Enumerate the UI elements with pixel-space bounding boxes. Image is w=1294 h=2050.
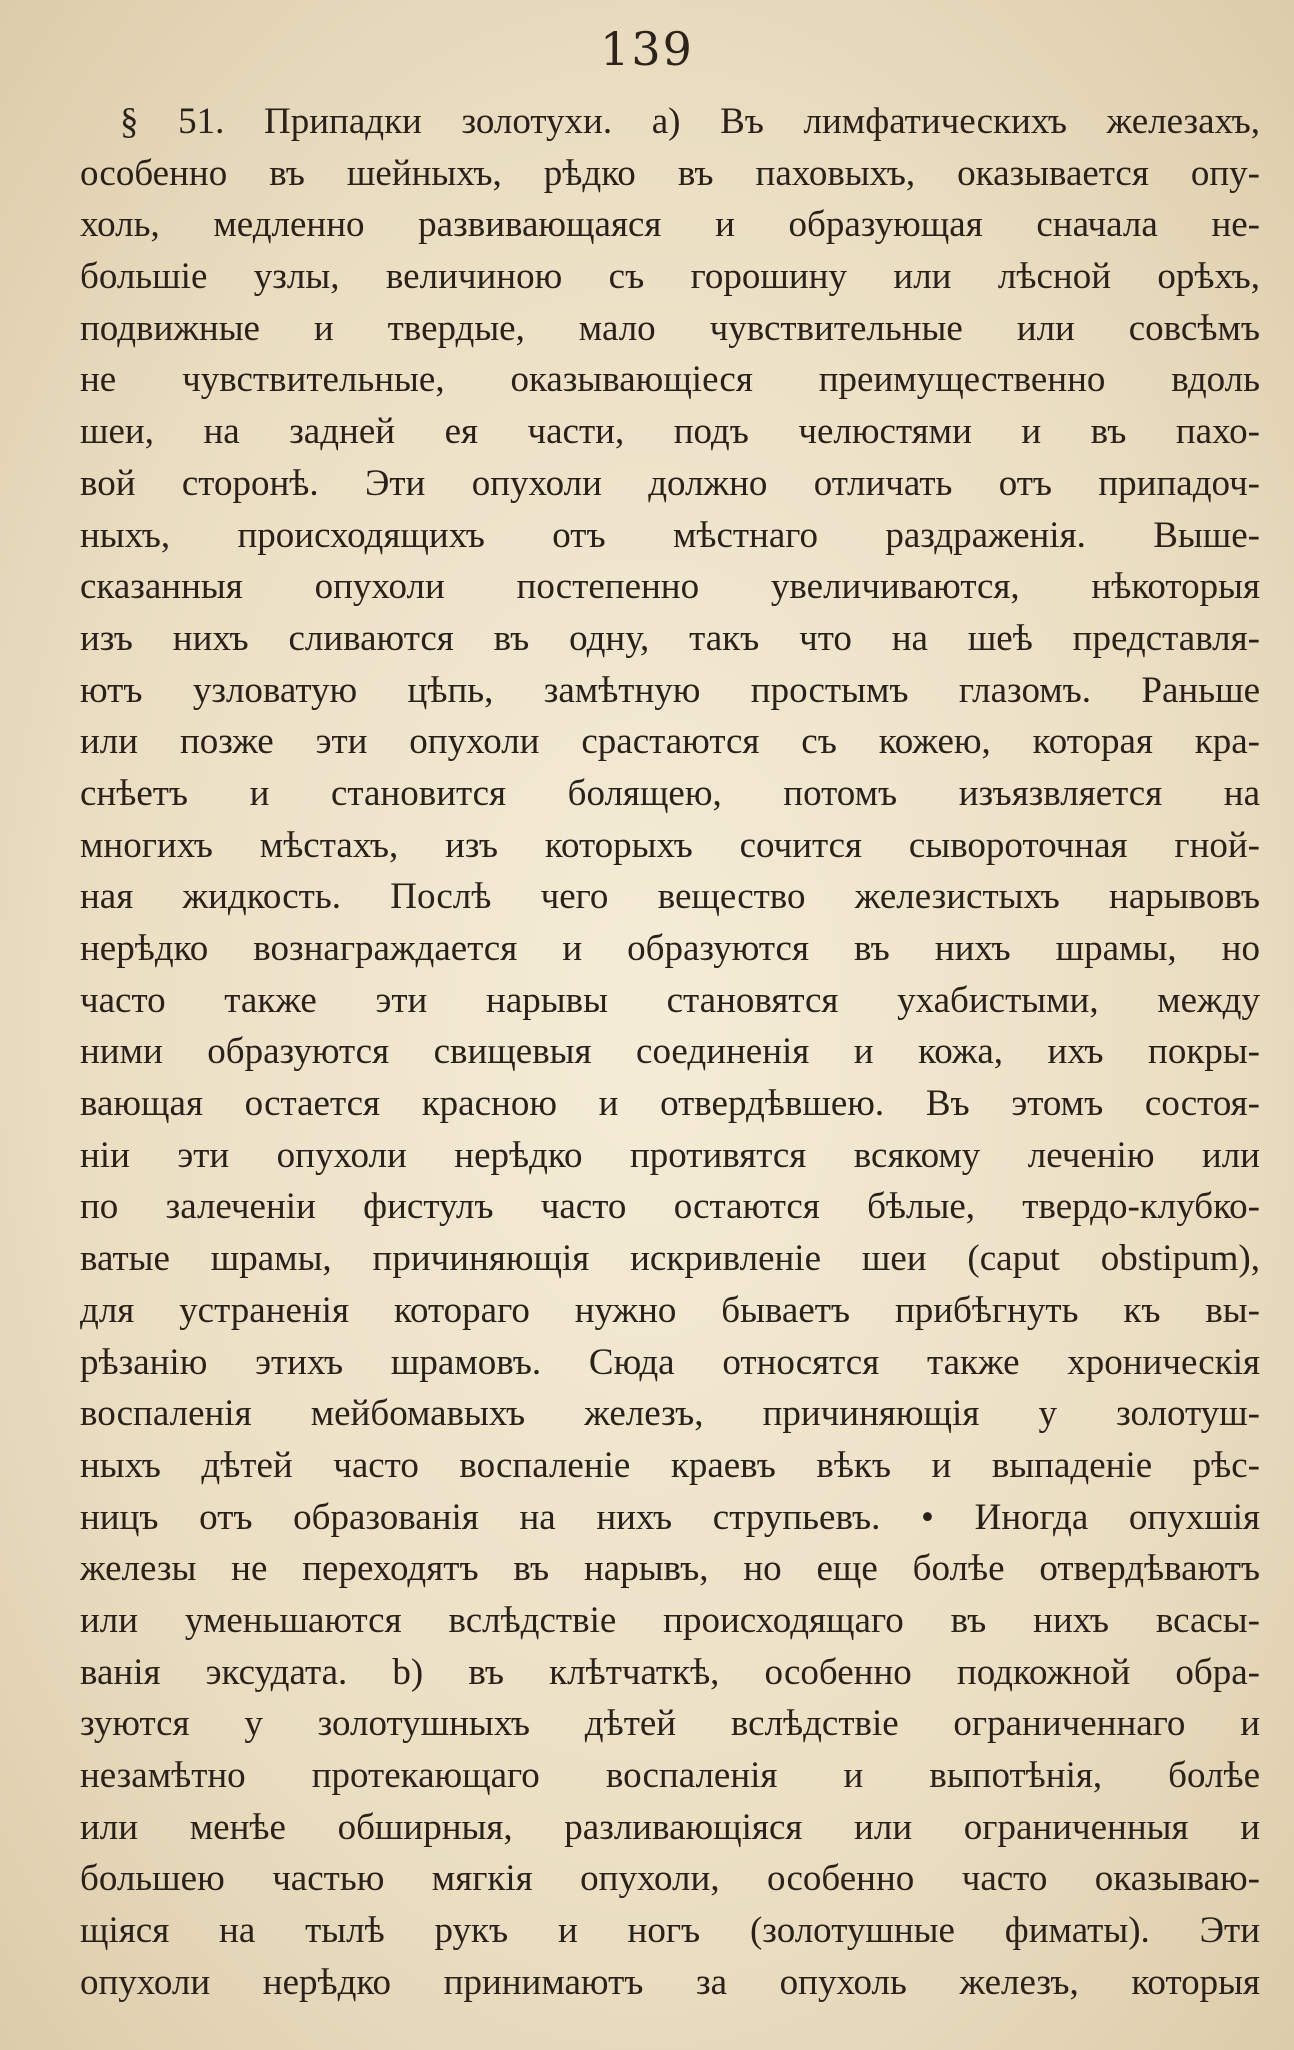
text-line: нерѣдко вознаграждается и образуются въ нихъ шрамы, но — [80, 928, 1260, 969]
text-line: ютъ узловатую цѣпь, замѣтную простымъ глазомъ. Раньше — [80, 669, 1260, 711]
text-line: не чувствительные, оказывающіеся преимущественно вдоль — [80, 359, 1260, 401]
text-line: рѣзанію этихъ шрамовъ. Сюда относятся также хроническія — [80, 1341, 1260, 1383]
text-line: подвижные и твердые, мало чувствительные или совсѣмъ — [80, 307, 1260, 349]
text-line: незамѣтно протекающаго воспаленія и выпотѣнія, болѣе — [80, 1755, 1260, 1796]
text-line: изъ нихъ сливаются въ одну, такъ что на шеѣ представля- — [80, 617, 1260, 659]
text-line: ныхъ дѣтей часто воспаленіе краевъ вѣкъ и выпаденіе рѣс- — [80, 1444, 1260, 1486]
text-line: вой сторонѣ. Эти опухоли должно отличать отъ припадоч- — [80, 462, 1260, 504]
body-text — [80, 96, 1260, 2008]
text-line: или позже эти опухоли срастаются съ кожею, которая кра- — [80, 721, 1260, 763]
text-line: большею частью мягкія опухоли, особенно часто оказываю- — [80, 1858, 1260, 1900]
text-line: ная жидкость. Послѣ чего вещество железистыхъ нарывовъ — [80, 876, 1260, 918]
text-line: вающая остается красною и отвердѣвшею. Въ этомъ состоя- — [80, 1083, 1260, 1125]
text-line: ницъ отъ образованія на нихъ струпьевъ. • Иногда опухшія — [80, 1496, 1260, 1538]
text-line: холь, медленно развивающаяся и образующая сначала не- — [80, 204, 1260, 246]
text-line: снѣетъ и становится болящею, потомъ изъязвляется на — [80, 772, 1260, 814]
text-line: особенно въ шейныхъ, рѣдко въ паховыхъ, оказывается опу- — [80, 152, 1260, 194]
text-line: зуются у золотушныхъ дѣтей вслѣдствіе ограниченнаго и — [80, 1703, 1260, 1745]
text-line: железы не переходятъ въ нарывъ, но еще болѣе отвердѣваютъ — [80, 1548, 1260, 1590]
text-line: воспаленія мейбомавыхъ железъ, причиняющія у золотуш- — [80, 1393, 1260, 1435]
text-line: или уменьшаются вслѣдствіе происходящаго въ нихъ всасы- — [80, 1599, 1260, 1641]
text-line: ними образуются свищевыя соединенія и кожа, ихъ покры- — [80, 1031, 1260, 1073]
text-line: ныхъ, происходящихъ отъ мѣстнаго раздраженія. Выше- — [80, 514, 1260, 556]
text-line: ніи эти опухоли нерѣдко противятся всякому леченію или — [80, 1134, 1260, 1176]
text-line: по залеченіи фистулъ часто остаются бѣлые, твердо-клубко- — [80, 1186, 1260, 1228]
text-line: для устраненія котораго нужно бываетъ прибѣгнуть къ вы- — [80, 1289, 1260, 1331]
text-line: § 51. Припадки золотухи. a) Въ лимфатическихъ железахъ, — [120, 101, 1260, 142]
text-line: опухоли нерѣдко принимаютъ за опухоль железъ, которыя — [80, 1961, 1260, 2003]
text-line: часто также эти нарывы становятся ухабистыми, между — [80, 979, 1260, 1021]
text-line: ватые шрамы, причиняющія искривленіе шеи (caput obstipum), — [80, 1238, 1260, 1280]
text-line: многихъ мѣстахъ, изъ которыхъ сочится сывороточная гной- — [80, 824, 1260, 866]
text-line: или менѣе обширныя, разливающіяся или ограниченныя и — [80, 1806, 1260, 1848]
page-number: 139 — [600, 22, 694, 76]
text-line: ванія эксудата. b) въ клѣтчаткѣ, особенно подкожной обра- — [80, 1651, 1260, 1693]
text-line: большіе узлы, величиною съ горошину или лѣсной орѣхъ, — [80, 256, 1260, 298]
text-line: сказанныя опухоли постепенно увеличиваются, нѣкоторыя — [80, 566, 1260, 608]
text-line: щіяся на тылѣ рукъ и ногъ (золотушные фиматы). Эти — [80, 1910, 1260, 1952]
text-line: шеи, на задней ея части, подъ челюстями и въ пахо- — [80, 411, 1260, 453]
